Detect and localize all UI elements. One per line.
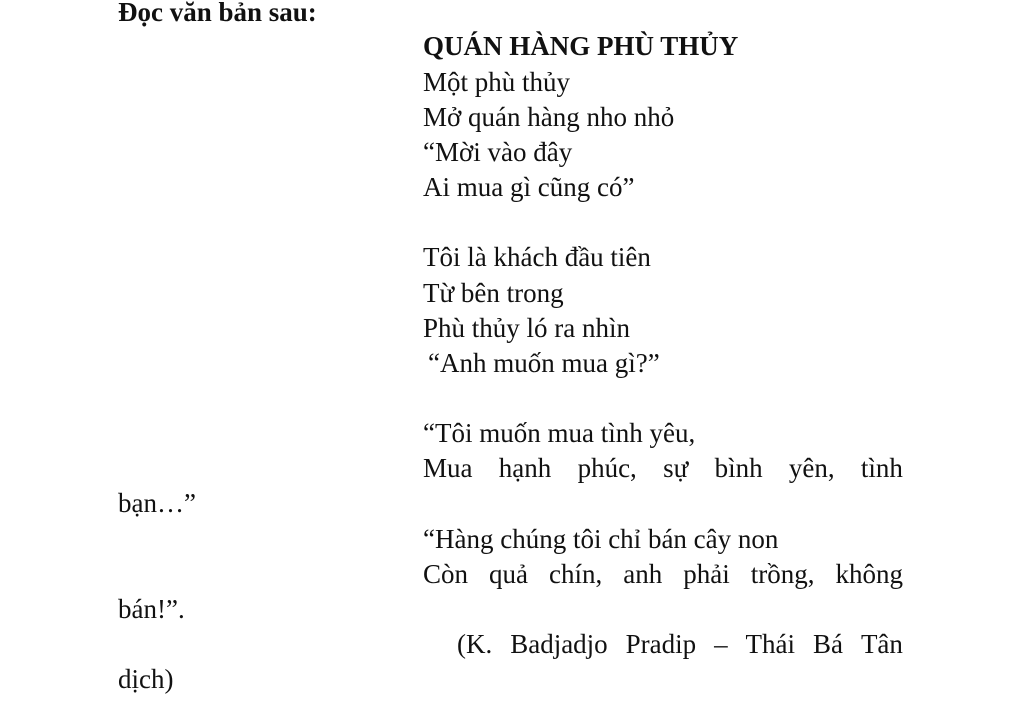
poem-line: Ai mua gì cũng có” xyxy=(423,172,635,202)
poem-word: Mua xyxy=(423,453,473,483)
poem-word: phúc, xyxy=(577,453,637,483)
source-word: Badjadjo xyxy=(510,629,608,659)
poem-line: “Anh muốn mua gì?” xyxy=(428,348,660,378)
source-word: (K. xyxy=(457,629,493,659)
source-attribution xyxy=(457,628,903,660)
poem-line: Từ bên trong xyxy=(423,278,564,308)
poem-title: QUÁN HÀNG PHÙ THỦY xyxy=(423,31,739,61)
poem-line-wrap: bạn…” xyxy=(118,488,196,518)
poem-line-wrap: bán!”. xyxy=(118,594,185,624)
poem-word: sự xyxy=(663,453,689,483)
poem-word: không xyxy=(835,559,903,589)
poem-word: quả xyxy=(489,559,528,589)
poem-line-justified xyxy=(423,452,903,484)
poem-line-justified xyxy=(423,558,903,590)
poem-word: chín, xyxy=(549,559,603,589)
poem-word: trồng, xyxy=(750,559,815,589)
poem-word: tình xyxy=(860,453,903,483)
poem-line: Tôi là khách đầu tiên xyxy=(423,242,651,272)
poem-word: bình xyxy=(714,453,763,483)
poem-line: “Tôi muốn mua tình yêu, xyxy=(423,418,696,448)
poem-line: Mở quán hàng nho nhỏ xyxy=(423,102,675,132)
poem-word: anh xyxy=(623,559,663,589)
poem-line: Phù thủy ló ra nhìn xyxy=(423,313,630,343)
poem-word: yên, xyxy=(788,453,835,483)
source-word: Bá xyxy=(812,629,843,659)
poem-word: hạnh xyxy=(498,453,552,483)
poem-line: “Hàng chúng tôi chỉ bán cây non xyxy=(423,524,779,554)
poem-line: Một phù thủy xyxy=(423,67,571,97)
source-word: Pradip xyxy=(625,629,697,659)
source-attribution-wrap: dịch) xyxy=(118,664,174,694)
instruction-heading: Đọc văn bản sau: xyxy=(118,0,317,27)
source-word: Thái xyxy=(745,629,796,659)
poem-word: Còn xyxy=(423,559,469,589)
source-word: – xyxy=(714,629,728,659)
poem-word: phải xyxy=(683,559,730,589)
poem-line: “Mời vào đây xyxy=(423,137,573,167)
source-word: Tân xyxy=(860,629,903,659)
